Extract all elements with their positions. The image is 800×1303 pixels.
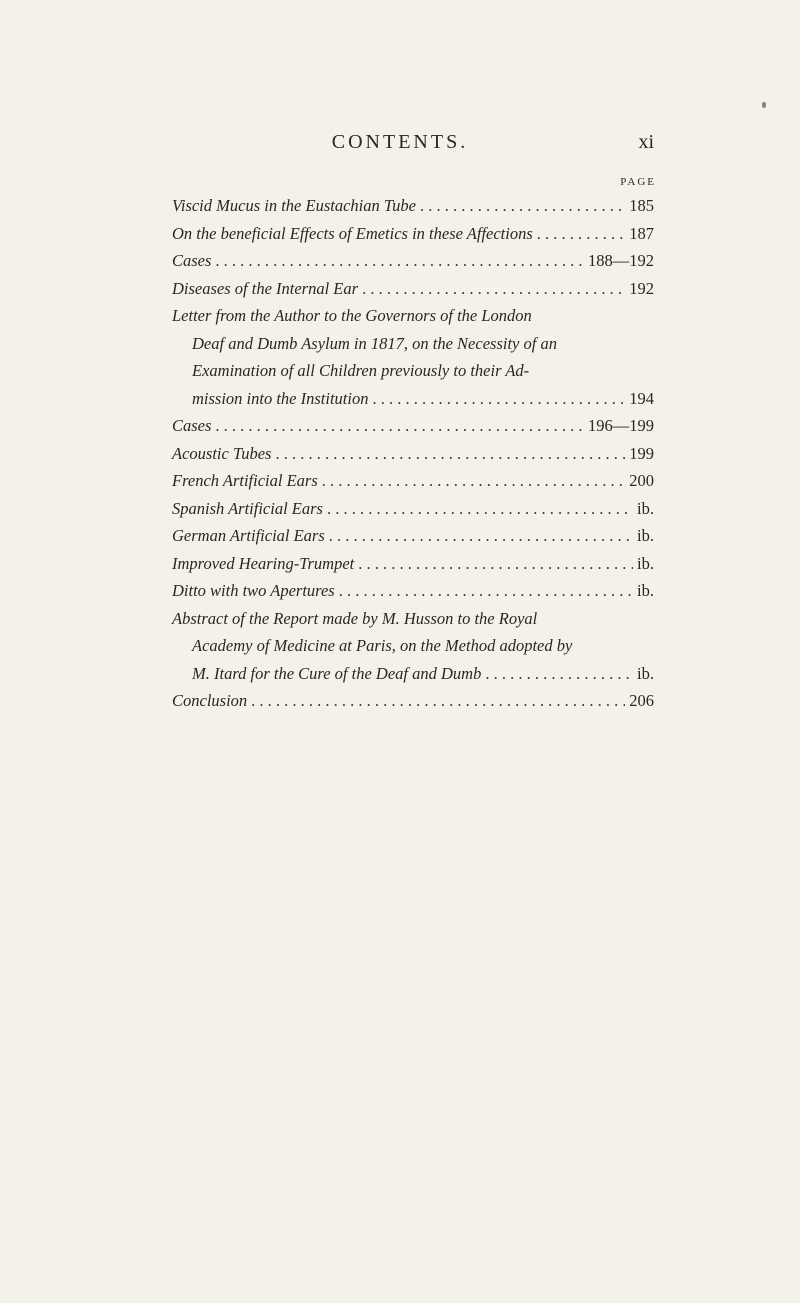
toc-entry-line bbox=[172, 577, 654, 605]
running-head-page-number: xi bbox=[638, 131, 654, 153]
toc-entry-text: mission into the Institution bbox=[192, 388, 369, 408]
dot-leader bbox=[251, 687, 625, 715]
dot-leader bbox=[327, 495, 633, 523]
toc-entry-line bbox=[172, 550, 654, 578]
toc-entry-text: Diseases of the Internal Ear bbox=[172, 278, 359, 298]
toc-entry-page: 200 bbox=[629, 471, 654, 490]
toc-entry-text: On the beneficial Effects of Emetics in these Affections bbox=[172, 223, 533, 243]
running-head bbox=[0, 131, 800, 157]
ink-speck bbox=[762, 102, 766, 108]
toc-entry-page: 188—192 bbox=[588, 251, 654, 270]
toc-entry bbox=[172, 495, 654, 523]
toc-entry bbox=[172, 247, 654, 275]
toc-entry-text: Spanish Artificial Ears bbox=[172, 498, 323, 518]
dot-leader bbox=[215, 247, 584, 275]
toc-entry-page: 206 bbox=[629, 691, 654, 710]
toc-entry-text: Acoustic Tubes bbox=[172, 443, 272, 463]
toc-entry bbox=[172, 577, 654, 605]
toc-entry-line bbox=[172, 275, 654, 303]
toc-entry-text: Academy of Medicine at Paris, on the Method adopted by bbox=[192, 636, 573, 655]
toc-entry-page: 199 bbox=[629, 443, 654, 463]
toc-entry bbox=[172, 302, 654, 412]
dot-leader bbox=[485, 660, 633, 688]
toc-entry-line bbox=[172, 660, 654, 688]
toc-entry-page: ib. bbox=[637, 581, 654, 600]
toc-entry-text: Improved Hearing-Trumpet bbox=[172, 553, 355, 573]
toc-entry bbox=[172, 687, 654, 715]
toc-entry-line bbox=[172, 605, 654, 633]
toc-entry-page: 192 bbox=[629, 278, 654, 298]
dot-leader bbox=[362, 275, 625, 303]
toc-entry bbox=[172, 220, 654, 248]
toc-entry bbox=[172, 550, 654, 578]
toc-entry-line bbox=[172, 632, 654, 660]
toc-entry-line bbox=[172, 302, 654, 330]
dot-leader bbox=[322, 467, 626, 495]
toc-entry-line bbox=[172, 385, 654, 413]
toc-entry-text: Conclusion bbox=[172, 691, 248, 710]
toc-entry-line bbox=[172, 357, 654, 385]
toc-entry bbox=[172, 467, 654, 495]
toc-entry-page: ib. bbox=[637, 498, 654, 518]
toc-entry-text: French Artificial Ears bbox=[172, 471, 318, 490]
dot-leader bbox=[215, 412, 584, 440]
toc-entry bbox=[172, 522, 654, 550]
table-of-contents bbox=[172, 192, 654, 715]
toc-entry-text: German Artificial Ears bbox=[172, 526, 325, 545]
toc-entry-page: 194 bbox=[629, 388, 654, 408]
toc-entry-text: Cases bbox=[172, 251, 212, 270]
page-column-label: PAGE bbox=[620, 176, 656, 188]
toc-entry-line bbox=[172, 687, 654, 715]
toc-entry bbox=[172, 440, 654, 468]
toc-entry bbox=[172, 275, 654, 303]
toc-entry-page: ib. bbox=[637, 526, 654, 545]
toc-entry-line bbox=[172, 522, 654, 550]
toc-entry-page: 196—199 bbox=[588, 416, 654, 435]
toc-entry-page: ib. bbox=[637, 553, 654, 573]
toc-entry-line bbox=[172, 330, 654, 358]
toc-entry-text: M. Itard for the Cure of the Deaf and Dumb bbox=[192, 663, 482, 683]
toc-entry bbox=[172, 192, 654, 220]
toc-entry-line bbox=[172, 495, 654, 523]
toc-entry-line bbox=[172, 440, 654, 468]
toc-entry-page: 185 bbox=[629, 196, 654, 215]
toc-entry bbox=[172, 605, 654, 688]
toc-entry-page: ib. bbox=[637, 663, 654, 683]
dot-leader bbox=[339, 577, 633, 605]
toc-entry-line bbox=[172, 247, 654, 275]
toc-entry-page: 187 bbox=[629, 223, 654, 243]
dot-leader bbox=[329, 522, 633, 550]
toc-entry-text: Ditto with two Apertures bbox=[172, 581, 335, 600]
toc-entry-text: Examination of all Children previously to their Ad- bbox=[192, 361, 530, 380]
dot-leader bbox=[358, 550, 633, 578]
dot-leader bbox=[372, 385, 625, 413]
dot-leader bbox=[275, 440, 625, 468]
toc-entry-line bbox=[172, 192, 654, 220]
toc-entry-text: Viscid Mucus in the Eustachian Tube bbox=[172, 196, 416, 215]
toc-entry-text: Letter from the Author to the Governors of the London bbox=[172, 306, 532, 325]
toc-entry-text: Cases bbox=[172, 416, 212, 435]
toc-entry bbox=[172, 412, 654, 440]
dot-leader bbox=[420, 192, 625, 220]
toc-entry-text: Deaf and Dumb Asylum in 1817, on the Necessity of an bbox=[192, 333, 557, 353]
toc-entry-line bbox=[172, 412, 654, 440]
toc-entry-line bbox=[172, 220, 654, 248]
running-head-title: CONTENTS. bbox=[331, 131, 469, 153]
toc-entry-line bbox=[172, 467, 654, 495]
toc-entry-text: Abstract of the Report made by M. Husson to the Royal bbox=[172, 608, 538, 628]
dot-leader bbox=[537, 220, 625, 248]
